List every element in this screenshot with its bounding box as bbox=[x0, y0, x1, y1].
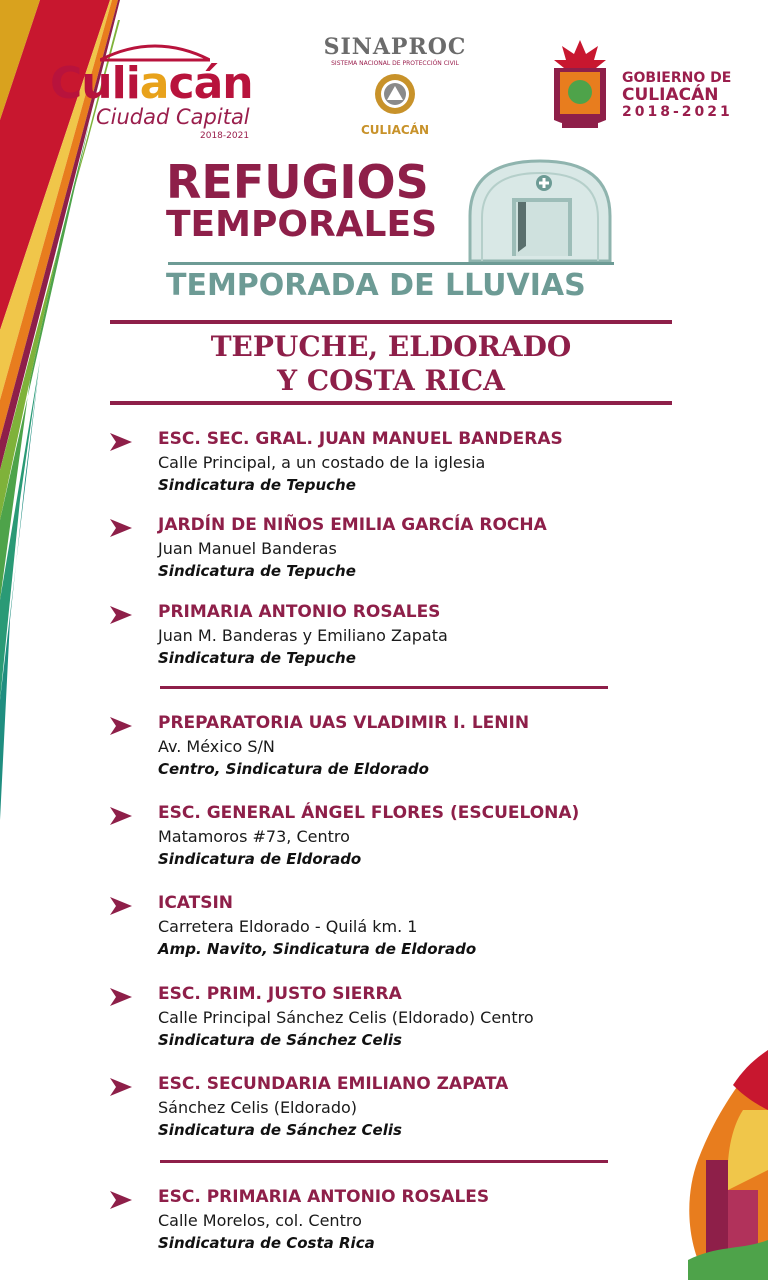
arrow-bullet-icon bbox=[110, 519, 132, 537]
region-top-divider bbox=[110, 320, 672, 324]
shelter-address: Calle Morelos, col. Centro bbox=[158, 1211, 362, 1230]
main-title bbox=[166, 155, 438, 245]
right-decorative-cityscape bbox=[688, 1050, 768, 1280]
group-divider bbox=[160, 1160, 608, 1163]
shelter-sindicatura: Sindicatura de Sánchez Celis bbox=[158, 1031, 402, 1049]
shelter-address: Calle Principal, a un costado de la iglesia bbox=[158, 453, 486, 472]
shelter-tent-icon bbox=[460, 156, 620, 266]
region-heading bbox=[110, 330, 672, 398]
arrow-bullet-icon bbox=[110, 606, 132, 624]
arrow-bullet-icon bbox=[110, 433, 132, 451]
coat-of-arms-icon bbox=[548, 40, 612, 132]
arrow-bullet-icon bbox=[110, 1078, 132, 1096]
arrow-bullet-icon bbox=[110, 897, 132, 915]
arrow-bullet-icon bbox=[110, 807, 132, 825]
sinaproc-city: CULIACÁN bbox=[360, 123, 430, 137]
group-divider bbox=[160, 686, 608, 689]
shelter-address: Juan Manuel Banderas bbox=[158, 539, 337, 558]
shelter-sindicatura: Sindicatura de Tepuche bbox=[158, 649, 356, 667]
shelter-name: PRIMARIA ANTONIO ROSALES bbox=[158, 602, 441, 622]
shelter-address: Carretera Eldorado - Quilá km. 1 bbox=[158, 917, 418, 936]
government-line2: CULIACÁN bbox=[622, 85, 719, 105]
title-line2: TEMPORALES bbox=[166, 204, 438, 245]
government-line3: 2018-2021 bbox=[622, 104, 733, 120]
shelter-address: Av. México S/N bbox=[158, 737, 275, 756]
season-subtitle: TEMPORADA DE LLUVIAS bbox=[166, 268, 586, 303]
region-line2: Y COSTA RICA bbox=[277, 364, 505, 397]
shelter-sindicatura: Sindicatura de Tepuche bbox=[158, 476, 356, 494]
sinaproc-logo bbox=[310, 34, 480, 137]
shelter-name: ESC. SECUNDARIA EMILIANO ZAPATA bbox=[158, 1074, 509, 1094]
shelter-name: ESC. SEC. GRAL. JUAN MANUEL BANDERAS bbox=[158, 429, 563, 449]
shelter-sindicatura: Sindicatura de Costa Rica bbox=[158, 1234, 375, 1252]
civil-protection-seal-icon bbox=[374, 73, 416, 115]
shelter-sindicatura: Sindicatura de Sánchez Celis bbox=[158, 1121, 402, 1139]
sinaproc-name: SINAPROC bbox=[323, 34, 467, 60]
shelter-address: Juan M. Banderas y Emiliano Zapata bbox=[158, 626, 448, 645]
region-line1: TEPUCHE, ELDORADO bbox=[210, 330, 572, 363]
arrow-bullet-icon bbox=[110, 717, 132, 735]
government-logo bbox=[548, 40, 748, 140]
shelter-name: JARDÍN DE NIÑOS EMILIA GARCÍA ROCHA bbox=[158, 515, 547, 535]
shelter-address: Calle Principal Sánchez Celis (Eldorado) Centro bbox=[158, 1008, 534, 1027]
shelter-sindicatura: Centro, Sindicatura de Eldorado bbox=[158, 760, 429, 778]
region-bottom-divider bbox=[110, 401, 672, 405]
city-brand: Culiacán bbox=[50, 58, 253, 109]
shelter-name: PREPARATORIA UAS VLADIMIR I. LENIN bbox=[158, 713, 530, 733]
shelter-name: ESC. GENERAL ÁNGEL FLORES (ESCUELONA) bbox=[158, 803, 580, 823]
shelter-sindicatura: Amp. Navito, Sindicatura de Eldorado bbox=[158, 940, 477, 958]
subtitle-divider bbox=[168, 262, 614, 265]
shelter-sindicatura: Sindicatura de Eldorado bbox=[158, 850, 362, 868]
arrow-bullet-icon bbox=[110, 988, 132, 1006]
title-line1: REFUGIOS bbox=[166, 155, 429, 209]
government-line1: GOBIERNO DE bbox=[622, 70, 732, 86]
shelter-name: ESC. PRIM. JUSTO SIERRA bbox=[158, 984, 402, 1004]
arrow-bullet-icon bbox=[110, 1191, 132, 1209]
shelter-name: ESC. PRIMARIA ANTONIO ROSALES bbox=[158, 1187, 490, 1207]
shelter-address: Sánchez Celis (Eldorado) bbox=[158, 1098, 358, 1117]
shelter-sindicatura: Sindicatura de Tepuche bbox=[158, 562, 356, 580]
shelter-name: ICATSIN bbox=[158, 893, 234, 913]
sinaproc-full-name: SISTEMA NACIONAL DE PROTECCIÓN CIVIL bbox=[331, 60, 459, 67]
shelter-address: Matamoros #73, Centro bbox=[158, 827, 350, 846]
city-tagline: Ciudad Capital bbox=[96, 105, 250, 129]
culiacan-city-logo bbox=[30, 38, 253, 141]
city-years: 2018-2021 bbox=[200, 131, 250, 141]
